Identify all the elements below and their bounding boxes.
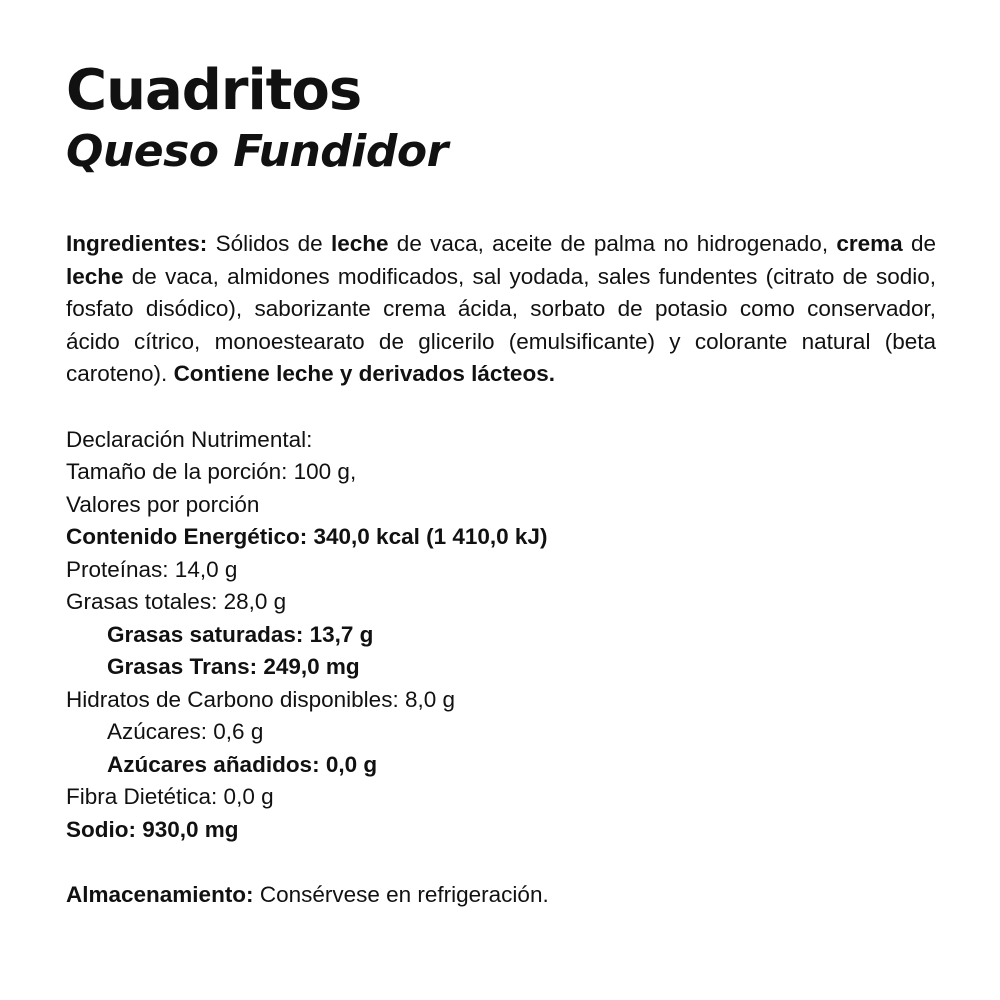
product-type: Queso Fundidor: [66, 126, 448, 177]
per-serving-label: Valores por porción: [66, 491, 260, 517]
sodium-text: Sodio: 930,0 mg: [66, 816, 239, 842]
ingredient-highlight-leche-1: leche: [330, 231, 389, 256]
ingredients-text-2: de vaca, aceite de palma no hidrogenado,: [388, 231, 837, 256]
trans-fat-text: Grasas Trans: 249,0 mg: [107, 654, 360, 679]
serving-size: Tamaño de la porción: 100 g,: [66, 459, 357, 484]
ingredient-highlight-leche-2: leche: [66, 263, 124, 289]
nutrition-declaration: [66, 424, 936, 847]
label-document: [66, 58, 936, 912]
ingredient-highlight-crema: crema: [836, 231, 903, 256]
storage-text: Consérvese en refrigeración.: [253, 882, 549, 907]
ingredients-text-1: Sólidos de: [207, 231, 331, 256]
sodium: [66, 814, 936, 847]
added-sugars-text: Azúcares añadidos: 0,0 g: [107, 751, 378, 777]
nutrition-heading: Declaración Nutrimental:: [66, 426, 313, 452]
ingredients-text-4: de vaca, almidones modificados, sal yodada, sales fundentes (citrato de sodio, fosfato disódico), saborizante crema ácida, sorbato de potasio como conservador, ácido cítrico, monoestearato de glicerilo (emulsificante) y colorante natural (beta caroteno).: [66, 263, 936, 386]
saturated-fat-text: Grasas saturadas: 13,7 g: [107, 621, 374, 647]
product-name: Cuadritos: [66, 58, 362, 123]
ingredients-label: Ingredientes:: [66, 231, 208, 256]
total-fat: Grasas totales: 28,0 g: [66, 589, 287, 614]
ingredients-text-3: de: [902, 231, 937, 256]
allergen-statement: Contiene leche y derivados lácteos.: [173, 361, 555, 386]
dietary-fiber: Fibra Dietética: 0,0 g: [66, 784, 274, 809]
added-sugars: [66, 749, 936, 782]
storage-instructions: [66, 879, 936, 912]
energy-content: [66, 521, 936, 554]
ingredients-paragraph: [66, 228, 936, 391]
protein: Proteínas: 14,0 g: [66, 556, 238, 582]
energy-content-text: Contenido Energético: 340,0 kcal (1 410,0 kJ): [66, 524, 548, 549]
trans-fat: [66, 651, 936, 684]
carbohydrates: Hidratos de Carbono disponibles: 8,0 g: [66, 686, 455, 712]
saturated-fat: [66, 619, 936, 652]
storage-label: Almacenamiento:: [66, 882, 254, 907]
sugars: Azúcares: 0,6 g: [107, 719, 264, 744]
